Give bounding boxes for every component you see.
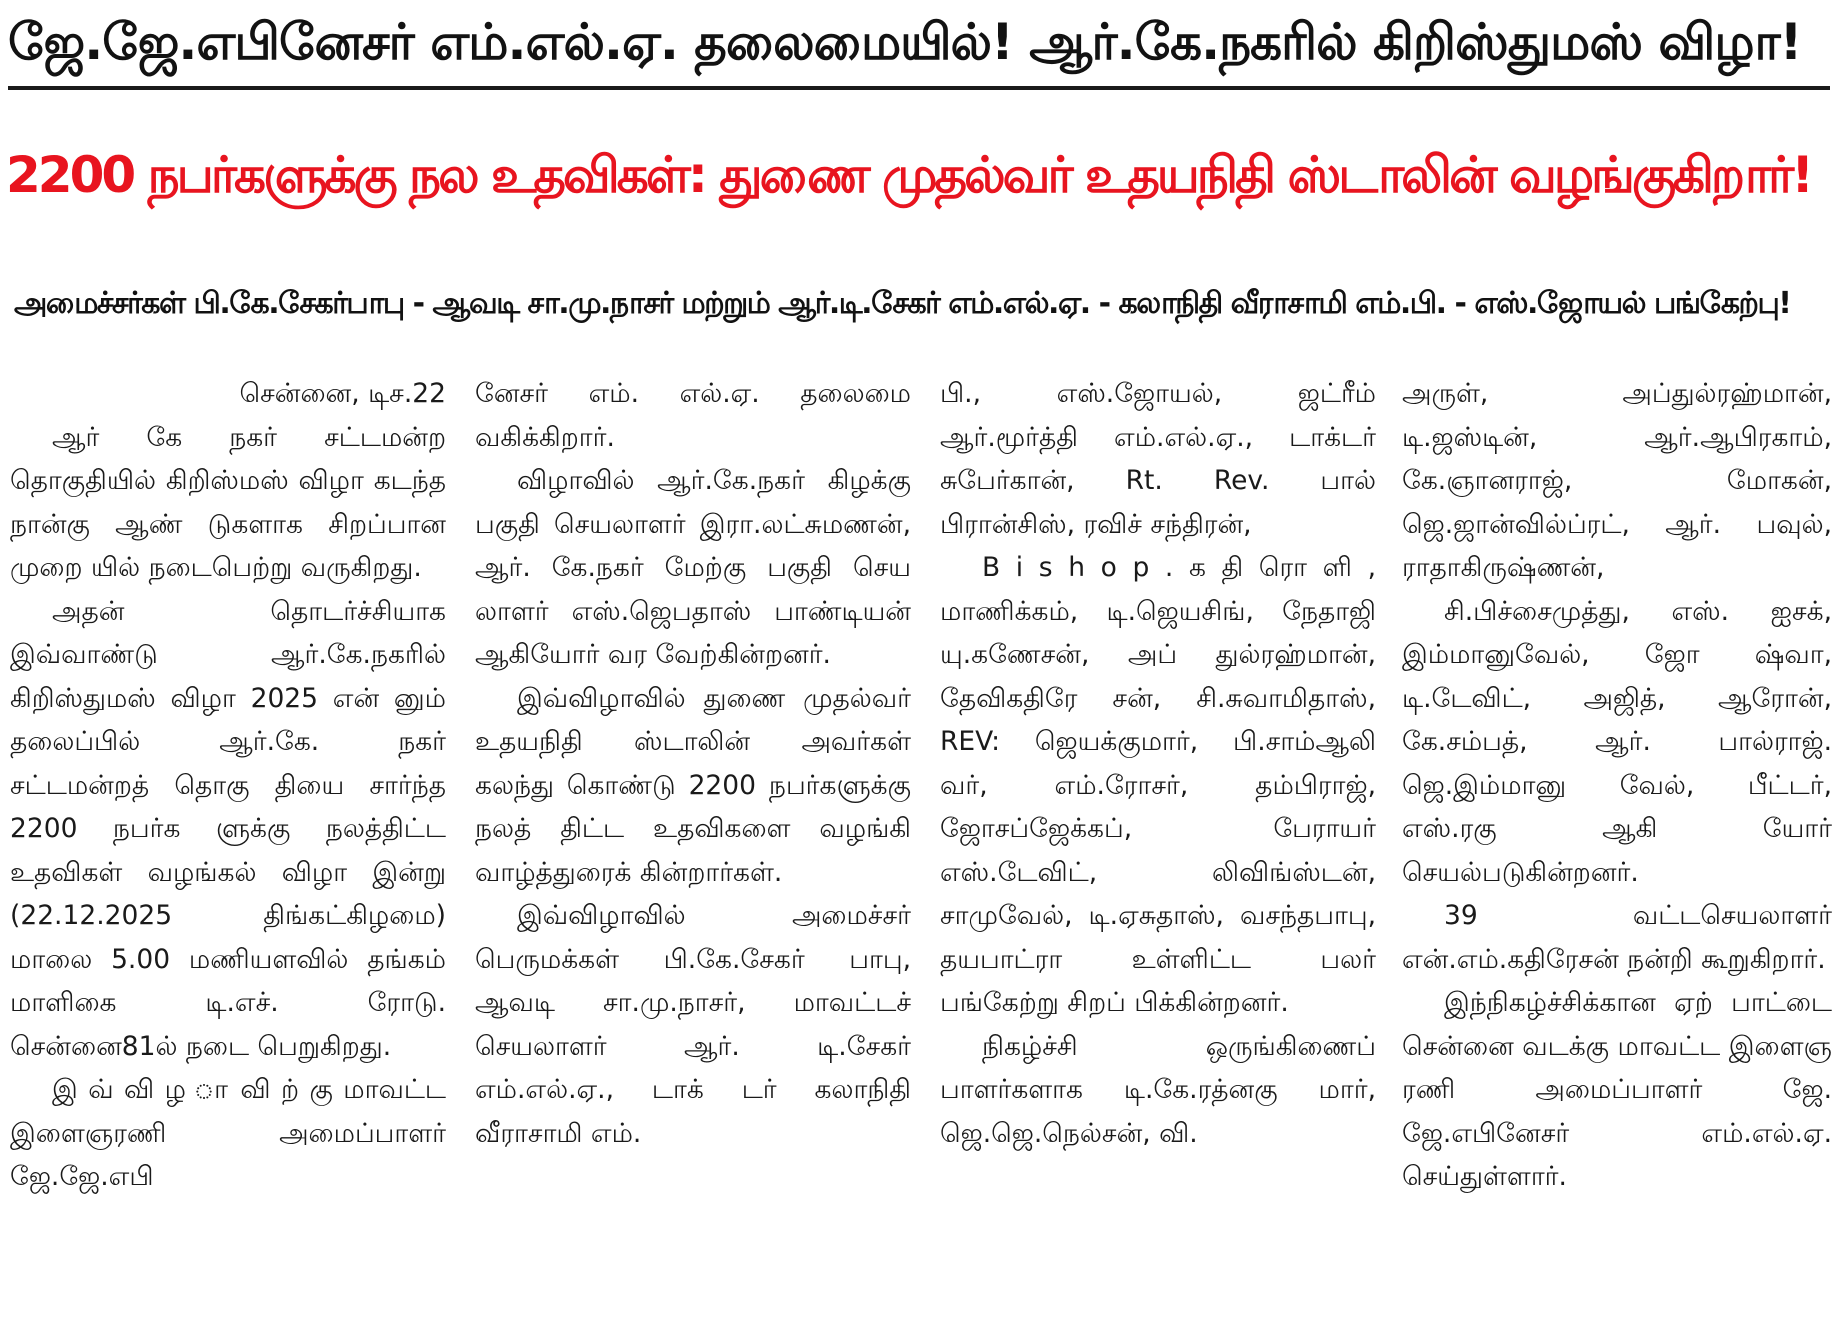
- paragraph: னேசர் எம். எல்.ஏ. தலைமை வகிக்கிறார்.: [475, 378, 911, 453]
- paragraph: நிகழ்ச்சி ஒருங்கிணைப் பாளர்களாக டி.கே.ரத்னகு மார், ஜெ.ஜெ.நெல்சன், வி.: [940, 1030, 1376, 1149]
- article-column-3: [940, 372, 1376, 1312]
- article-column-4: [1402, 372, 1832, 1312]
- paragraph: B i s h o p . க தி ரொ ளி , மாணிக்கம், டி.ஜெயசிங், நேதாஜி யு.கணேசன், அப் துல்ரஹ்மான், தேவிகதிரே சன், சி.சுவாமிதாஸ், REV: ஜெயக்குமார், பி.சாம்ஆலி வர், எம்.ரோசர், தம்பிராஜ், ஜோசப்ஜேக்கப், பேராயர் எஸ்.டேவிட், லிவிங்ஸ்டன், சாமுவேல், டி.ஏசுதாஸ், வசந்தபாபு, தயபாட்ரா உள்ளிட்ட பலர் பங்கேற்று சிறப் பிக்கின்றனர்.: [940, 552, 1376, 1018]
- paragraph: பி., எஸ்.ஜோயல், ஜட்ரீம் ஆர்.மூர்த்தி எம்.எல்.ஏ., டாக்டர் சுபேர்கான், Rt. Rev. பால் பிரான்சிஸ், ரவிச் சந்திரன்,: [940, 378, 1376, 540]
- header-rule: [8, 86, 1830, 90]
- main-headline: 2200 நபர்களுக்கு நல உதவிகள்: துணை முதல்வர் உதயநிதி ஸ்டாலின் வழங்குகிறார்!: [6, 146, 1812, 204]
- paragraph: 39 வட்டசெயலாளர் என்.எம்.கதிரேசன் நன்றி கூறுகிறார்.: [1402, 900, 1832, 975]
- paragraph: இவ்விழாவில் அமைச்சர் பெருமக்கள் பி.கே.சேகர் பாபு, ஆவடி சா.மு.நாசர், மாவட்டச் செயலாளர் ஆர். டி.சேகர் எம்.எல்.ஏ., டாக் டர் கலாநிதி வீராசாமி எம்.: [475, 900, 911, 1149]
- paragraph: சி.பிச்சைமுத்து, எஸ். ஐசக், இம்மானுவேல், ஜோ ஷ்வா, டி.டேவிட், அஜித், ஆரோன், கே.சம்பத், ஆர். பால்ராஜ். ஜெ.இம்மானு வேல், பீட்டர், எஸ்.ரகு ஆகி யோர் செயல்படுகின்றனர்.: [1402, 595, 1832, 888]
- paragraph: ஆர் கே நகர் சட்டமன்ற தொகுதியில் கிறிஸ்மஸ் விழா கடந்த நான்கு ஆண் டுகளாக சிறப்பான முறை யில் நடைபெற்று வருகிறது.: [10, 421, 446, 583]
- paragraph: அதன் தொடர்ச்சியாக இவ்வாண்டு ஆர்.கே.நகரில் கிறிஸ்துமஸ் விழா 2025 என் னும் தலைப்பில் ஆர்.கே. நகர் சட்டமன்றத் தொகு தியை சார்ந்த 2200 நபர்க ளுக்கு நலத்திட்ட உதவிகள் வழங்கல் விழா இன்று (22.12.2025 திங்கட்கிழமை) மாலை 5.00 மணியளவில் தங்கம் மாளிகை டி.எச். ரோடு. சென்னை81ல் நடை பெறுகிறது.: [10, 595, 446, 1062]
- paragraph: இ வ் வி ழ ா வி ற் கு மாவட்ட இளைஞரணி அமைப்பாளர் ஜே.ஜே.எபி: [10, 1074, 446, 1192]
- paragraph: இவ்விழாவில் துணை முதல்வர் உதயநிதி ஸ்டாலின் அவர்கள் கலந்து கொண்டு 2200 நபர்களுக்கு நலத் திட்ட உதவிகளை வழங்கி வாழ்த்துரைக் கின்றார்கள்.: [475, 682, 911, 888]
- paragraph: இந்நிகழ்ச்சிக்கான ஏற் பாட்டை சென்னை வடக்கு மாவட்ட இளைஞ ரணி அமைப்பாளர் ஜே. ஜே.எபினேசர் எம்.எல்.ஏ. செய்துள்ளார்.: [1402, 987, 1832, 1192]
- sub-headline: அமைச்சர்கள் பி.கே.சேகர்பாபு - ஆவடி சா.மு.நாசர் மற்றும் ஆர்.டி.சேகர் எம்.எல்.ஏ. - கலாநிதி வீராசாமி எம்.பி. - எஸ்.ஜோயல் பங்கேற்பு!: [14, 286, 1791, 321]
- article-column-1: [10, 372, 446, 1312]
- dateline: சென்னை, டிச.22: [239, 378, 446, 409]
- article-column-2: [475, 372, 911, 1312]
- paragraph: விழாவில் ஆர்.கே.நகர் கிழக்கு பகுதி செயலாளர் இரா.லட்சுமணன், ஆர். கே.நகர் மேற்கு பகுதி செய லாளர் எஸ்.ஜெபதாஸ் பாண்டியன் ஆகியோர் வர வேற்கின்றனர்.: [475, 465, 911, 670]
- paragraph: அருள், அப்துல்ரஹ்மான், டி.ஜஸ்டின், ஆர்.ஆபிரகாம், கே.ஞானராஜ், மோகன், ஜெ.ஜான்வில்ப்ரட், ஆர். பவுல், ராதாகிருஷ்ணன்,: [1402, 378, 1832, 583]
- kicker-headline: ஜே.ஜே.எபினேசர் எம்.எல்.ஏ. தலைமையில்! ஆர்.கே.நகரில் கிறிஸ்துமஸ் விழா!: [8, 13, 1802, 71]
